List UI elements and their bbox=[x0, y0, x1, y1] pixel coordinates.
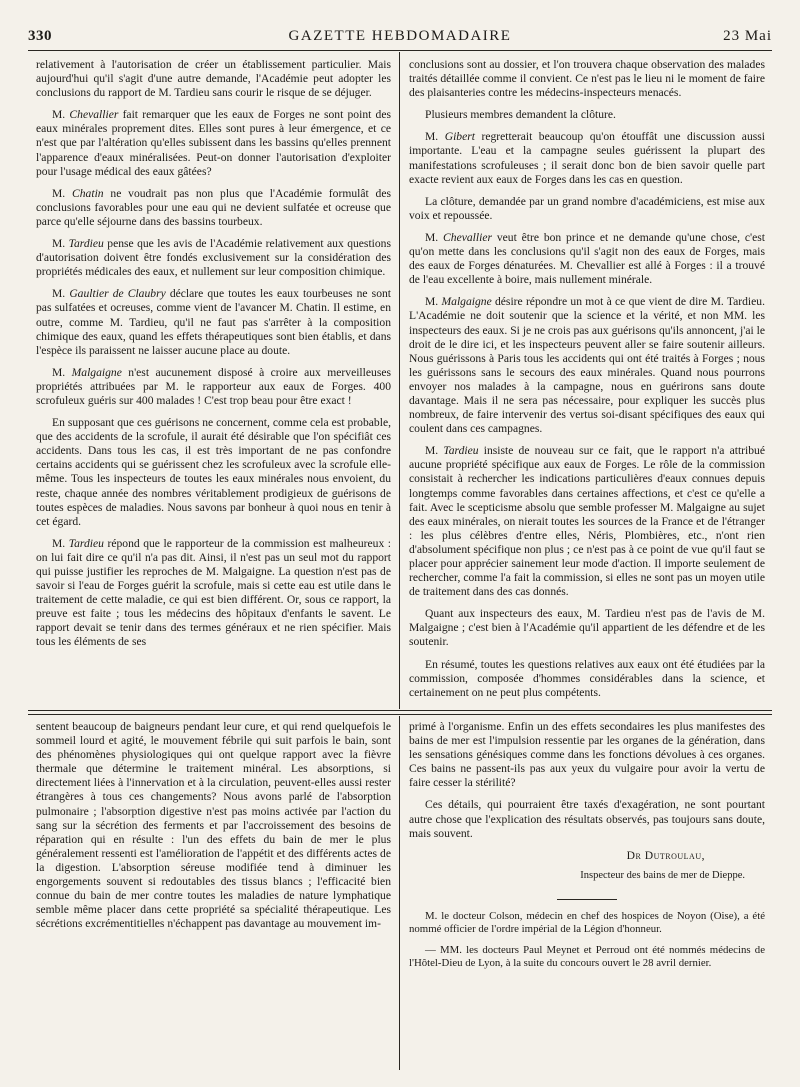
paragraph-text: conclusions sont au dossier, et l'on trouvera chaque observation des malades traités détaillée comme il convient. Ce n'est pas le lieu ni le moment de faire des plaisanteries contre les médecins-inspecteurs menacés. bbox=[409, 58, 765, 100]
page-header bbox=[28, 28, 772, 50]
paragraph-text: répond que le rapporteur de la commission est malheureux : on lui fait dire ce qu'il n'a pas dit. Ainsi, il n'est pas un seul mot du rapport qui puisse justifier les reproches de M. Malgaigne. La question n'est pas de savoir si l'eau de Forges guérit la scrofule, mais si cette eau est utile dans le traitement de cette maladie, ce qui est bien différent. Or, sous ce rapport, la preuve est faite ; tous les médecins des hôpitaux d'enfants le savent. Le rapport devait se tenir dans des termes généraux et ne rien spécifier. Mais tous les éléments de ses bbox=[36, 536, 391, 649]
paragraph bbox=[36, 58, 391, 100]
paragraph bbox=[409, 130, 765, 186]
paragraph bbox=[36, 537, 391, 650]
column-left-bottom bbox=[36, 720, 391, 1070]
paragraph bbox=[36, 287, 391, 357]
paragraph bbox=[409, 108, 765, 122]
speaker-name: Gaultier de Claubry bbox=[69, 287, 166, 301]
paragraph bbox=[36, 366, 391, 408]
paragraph-text: relativement à l'autorisation de créer un établissement particulier. Mais aujourd'hui qu'il s'agit d'une autre demande, l'Académie peut adopter les conclusions du rapport de M. Tardieu sans courir le risque de se déjuger. bbox=[36, 58, 391, 100]
paragraph-text: fait remarquer que les eaux de Forges ne sont point des eaux minérales proprement dites. Elles sont pures à leur émergence, et ce n'est que par l'altération qu'elles subissent dans les bassins qu'elles prennent l'apparence d'eaux minéralisées. Peut-on donner l'autorisation d'exploiter pour l'usage médical des eaux gâtées? bbox=[36, 108, 391, 178]
paragraph bbox=[409, 444, 765, 599]
speaker-name: Chevallier bbox=[69, 108, 119, 122]
speaker-name: Chatin bbox=[72, 186, 104, 200]
speaker-name: Gibert bbox=[444, 130, 475, 144]
journal-title: GAZETTE HEBDOMADAIRE bbox=[288, 28, 512, 44]
speaker-prefix: M. bbox=[52, 237, 69, 251]
paragraph-text: Plusieurs membres demandent la clôture. bbox=[425, 108, 616, 122]
author-name: Dr Dutroulau, bbox=[626, 848, 705, 862]
paragraph-text: Ces détails, qui pourraient être taxés d'exagération, ne sont pourtant autre chose que l'explication des résultats observés, pas toujours sans doute, mais souvent. bbox=[409, 798, 765, 840]
paragraph bbox=[36, 237, 391, 279]
paragraph bbox=[409, 195, 765, 223]
paragraph bbox=[409, 231, 765, 287]
paragraph-text: sentent beaucoup de baigneurs pendant leur cure, et qui rend quelquefois le sommeil lourd et agité, le mouvement fébrile qui suit parfois le bain, sont des phénomènes physiologiques qui ont quelque rapport avec la fièvre thermale que détermine le traitement minéral. Les absorptions, si directement liées à l'innervation et à la circulation, peuvent-elles aussi rester étrangères à tous ces changements? Nous avons parlé de l'absorption pulmonaire ; l'absorption digestive n'est pas moins activée par l'action du sang sur la sécrétion des ferments et par l'accroissement des besoins de réparation qui en résulte : l'un des effets du bain de mer le plus généralement ressenti est l'amélioration de l'appétit et des différents actes de la digestion. L'absorption séreuse modifiée tend à diminuer les engorgements souvent si redoutables des tissus blancs ; l'efficacité bien connue du bain de mer contre toutes les maladies de nature lymphatique semble même placer dans cette propriété sa spécialité thérapeutique. Les sécrétions excrémentitielles n'échappent pas davantage au mouvement im- bbox=[36, 720, 391, 931]
speaker-prefix: M. bbox=[425, 230, 444, 244]
paragraph bbox=[409, 295, 765, 436]
speaker-prefix: M. bbox=[52, 186, 73, 200]
paragraph-text: La clôture, demandée par un grand nombre d'académiciens, est mise aux voix et repoussée. bbox=[409, 194, 765, 222]
paragraph-text: insiste de nouveau sur ce fait, que le rapport n'a attribué aucune propriété spécifique aux eaux de Forges. Le rôle de la commission consistait à rechercher les indications particulières d'eaux connues depuis longtemps comme favorables dans certaines affections, et c'est ce qu'elle a fait. Avec le scepticisme absolu que semble professer M. Malgaigne au sujet des eaux minérales, on nierait toutes les sources de la France et de l'étranger : les plus célèbres d'entre elles, Néris, Plombières, etc., n'ont rien d'absolument spécifique non plus ; ce n'est pas à ce point de vue qu'il faut se placer pour apprécier sainement leur mode d'action. Il importe seulement de rechercher, comme l'a fait la commission, si elles ne sont pas un moyen utile de traitement dans des cas donnés. bbox=[409, 444, 765, 599]
news-note: M. le docteur Colson, médecin en chef des hospices de Noyon (Oise), a été nommé officier de l'ordre impérial de la Légion d'honneur. bbox=[409, 909, 765, 935]
speaker-name: Chevallier bbox=[443, 230, 492, 244]
speaker-name: Malgaigne bbox=[441, 295, 492, 309]
speaker-prefix: M. bbox=[52, 536, 69, 550]
paragraph-text: ne voudrait pas non plus que l'Académie formulât des conclusions favorables pour une eau qui ne devient sulfatée et ocreuse que parce qu'elle séjourne dans des bassins tourbeux. bbox=[36, 186, 391, 228]
speaker-prefix: M. bbox=[425, 130, 445, 144]
speaker-prefix: M. bbox=[52, 108, 70, 122]
paragraph-text: pense que les avis de l'Académie relativement aux questions d'autorisation doivent être fondés exclusivement sur la considération des propriétés médicales des eaux, et nullement sur leur composition chimique. bbox=[36, 237, 391, 279]
author-role: Inspecteur des bains de mer de Dieppe. bbox=[580, 869, 745, 881]
speaker-prefix: M. bbox=[425, 444, 444, 458]
speaker-name: Tardieu bbox=[443, 444, 479, 458]
section-rule-upper bbox=[28, 710, 772, 711]
column-right-bottom-body bbox=[409, 720, 765, 841]
column-left-top bbox=[36, 58, 391, 708]
paragraph bbox=[409, 58, 765, 100]
paragraph bbox=[36, 416, 391, 529]
paragraph-text: désire répondre un mot à ce que vient de dire M. Tardieu. L'Académie ne doit soutenir que la science et la vérité, et non MM. les inspecteurs des eaux. Si je ne crois pas aux guérisons qu'ils annoncent, j'ai le droit de le dire ici, et les inspecteurs peuvent aller se faire soutenir ailleurs. Nous guérissons à Paris tous les accidents qui ont été traités à Forges ; nous les guérissons sans le secours des eaux minérales. Quand nous pourrons envoyer nos malades à la campagne, nous en guérirons sans doute davantage. Mais il ne sera pas nécessaire, pour expliquer les succès plus nombreux, de faire intervenir des vertus soi-disant spécifiques des eaux qui coulent dans ces campagnes. bbox=[409, 295, 765, 436]
paragraph-text: regretterait beaucoup qu'on étouffât une discussion aussi importante. L'eau et la campagne seules guérissent la plupart des manifestations scrofuleuses ; il serait donc bon de bien savoir quelle part exacte revient aux eaux de Forges dans les cas en question. bbox=[409, 130, 765, 186]
paragraph-text: déclare que toutes les eaux tourbeuses ne sont pas sulfatées et ocreuses, comme vient de l'avancer M. Chatin. Il estime, en outre, comme M. Tardieu, qu'il ne faut pas s'arrêter à la composition chimique des eaux, quand les effets thérapeutiques sont bien établis, et dans l'espèce ils paraissent ne laisser aucune place au doute. bbox=[36, 287, 391, 357]
header-rule bbox=[28, 50, 772, 51]
speaker-prefix: M. bbox=[52, 365, 72, 379]
news-note: — MM. les docteurs Paul Meynet et Perroud ont été nommés médecins de l'Hôtel-Dieu de Lyon, à la suite du concours ouvert le 28 avril dernier. bbox=[409, 943, 765, 969]
paragraph-text: n'est aucunement disposé à croire aux merveilleuses propriétés attribuées par M. le rapporteur aux eaux de Forges. 400 scrofuleux guéris sur 400 malades ! C'est trop beau pour être exact ! bbox=[36, 365, 391, 407]
column-divider-top bbox=[399, 52, 400, 709]
speaker-prefix: M. bbox=[52, 287, 70, 301]
paragraph bbox=[409, 720, 765, 790]
paragraph-text: veut être bon prince et ne demande qu'une chose, c'est qu'on mette dans les conclusions qu'il s'agit non des eaux de Forges, mais des eaux de Forges dénaturées. M. Chevallier est allé à Forges : il a trouvé de l'eau excellente à boire, mais nullement minérale. bbox=[409, 230, 765, 287]
speaker-name: Tardieu bbox=[68, 237, 104, 251]
signature-name bbox=[409, 849, 765, 863]
paragraph-text: primé à l'organisme. Enfin un des effets secondaires les plus manifestes des bains de mer est l'impulsion ressentie par les organes de la génération, dans les sensations génésiques comme dans les fonctions dévolues à ces organes. Ces bains ne passent-ils pas aux yeux du vulgaire pour avoir la vertu de faire cesser la stérilité? bbox=[409, 720, 765, 790]
paragraph bbox=[36, 187, 391, 229]
column-right-top bbox=[409, 58, 765, 708]
speaker-name: Tardieu bbox=[68, 536, 104, 550]
speaker-name: Malgaigne bbox=[71, 365, 122, 379]
column-right-bottom bbox=[409, 720, 765, 1070]
paragraph bbox=[409, 798, 765, 840]
paragraph bbox=[36, 720, 391, 931]
issue-date: 23 Mai bbox=[723, 28, 772, 44]
section-rule-lower bbox=[28, 714, 772, 715]
paragraph bbox=[36, 108, 391, 178]
paragraph bbox=[409, 607, 765, 649]
paragraph-text: En résumé, toutes les questions relatives aux eaux ont été étudiées par la commission, composée d'hommes considérables dans la science, et certainement on ne peut plus compétents. bbox=[409, 657, 765, 699]
paragraph bbox=[409, 658, 765, 700]
notes-divider bbox=[557, 899, 617, 900]
paragraph-text: En supposant que ces guérisons ne concernent, comme cela est probable, que des accidents de la scrofule, il aurait été désirable que l'on spécifiât ces accidents. Dans tous les cas, il est très important de ne pas confondre certains accidents qui se guérissent chez les scrofuleux avec la scrofule elle-même. Tous les inspecteurs de toutes les eaux minérales nous envoient, du reste, chaque année des nombres véritablement prodigieux de guérisons de toutes espèces de maladies. Nous savons par bonheur à quoi nous en tenir à cet égard. bbox=[36, 416, 391, 528]
speaker-prefix: M. bbox=[425, 295, 442, 309]
column-divider-bottom bbox=[399, 716, 400, 1070]
page-number: 330 bbox=[28, 28, 52, 44]
paragraph-text: Quant aux inspecteurs des eaux, M. Tardieu n'est pas de l'avis de M. Malgaigne ; c'est bien à l'Académie qu'il appartient de les défendre et de les soutenir. bbox=[409, 607, 765, 649]
